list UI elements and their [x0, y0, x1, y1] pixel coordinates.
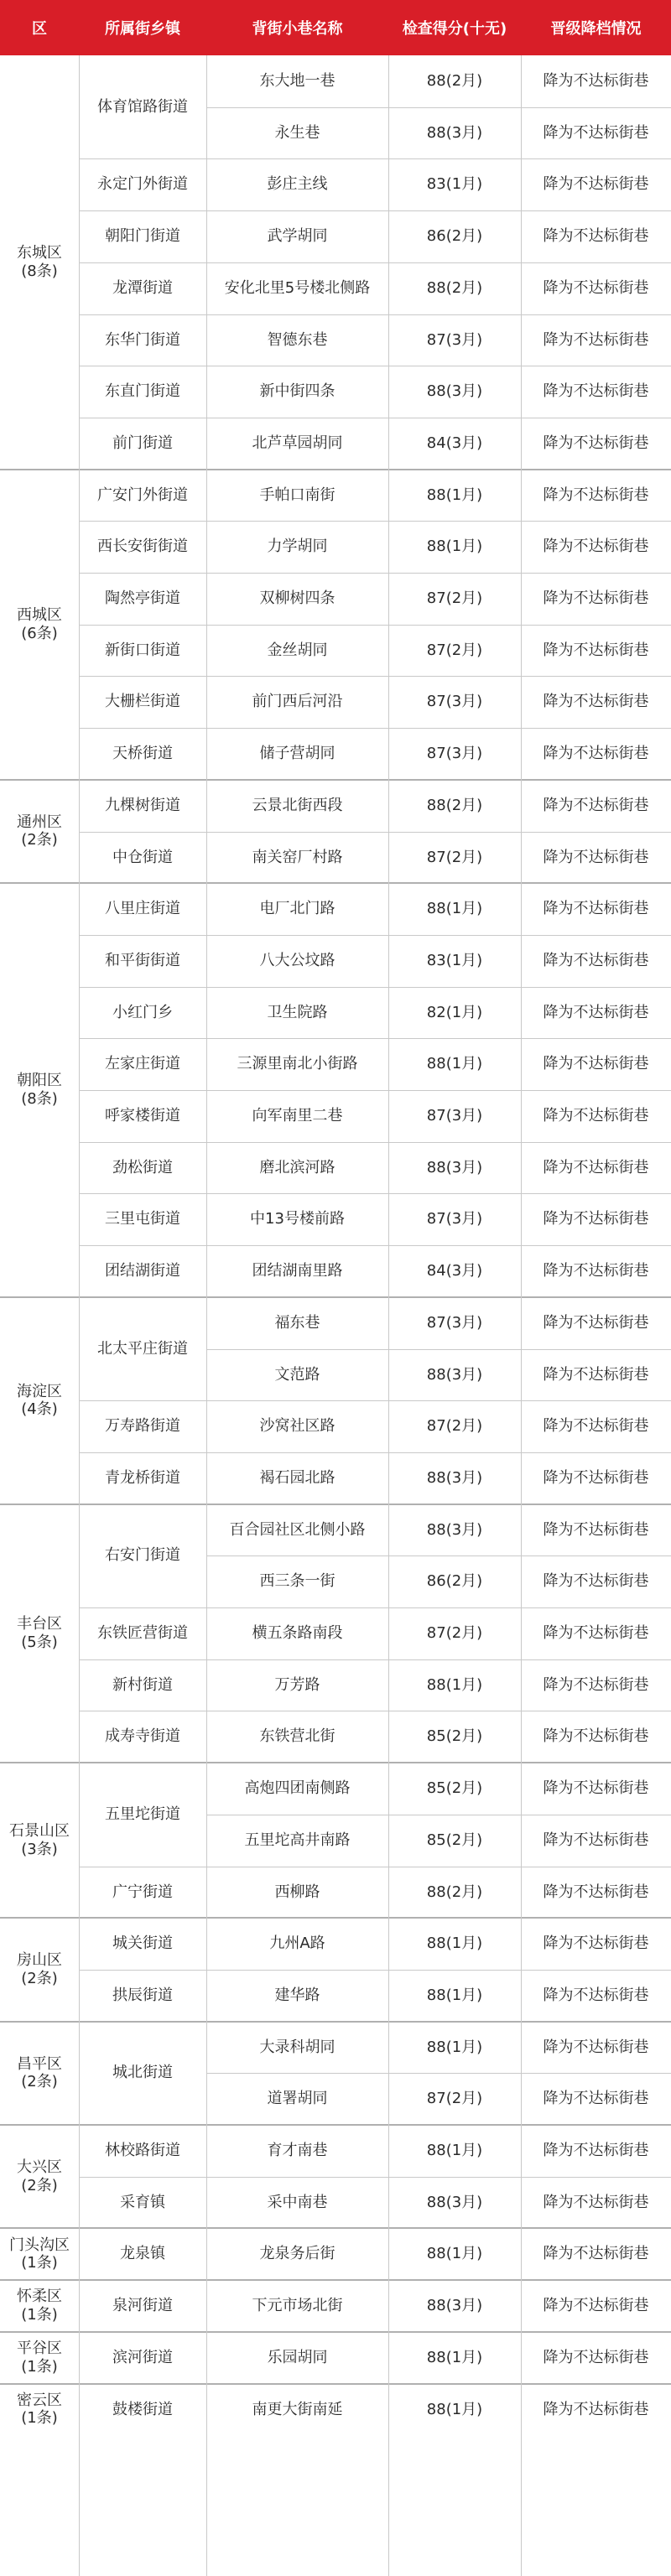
street-name: 永定门外街道	[97, 175, 188, 194]
score: 83(1月)	[426, 951, 483, 969]
street-name: 右安门街道	[105, 1546, 180, 1565]
status: 降为不达标街巷	[543, 2193, 649, 2211]
district-name: 门头沟区 (1条)	[9, 2236, 70, 2272]
header-cell: 检查得分(十无)	[388, 0, 521, 55]
score: 88(3月)	[426, 1468, 483, 1487]
lane-name: 下元市场北街	[252, 2297, 343, 2315]
street-name: 三里屯街道	[105, 1210, 180, 1228]
street-name: 新街口街道	[105, 641, 180, 659]
street-name: 和平街街道	[105, 951, 180, 969]
score: 88(1月)	[426, 1935, 483, 1953]
lane-name: 向军南里二巷	[252, 1107, 343, 1125]
street-name: 青龙桥街道	[105, 1468, 180, 1487]
lane-name: 力学胡同	[267, 538, 328, 556]
score: 88(1月)	[426, 2348, 483, 2366]
status: 降为不达标街巷	[543, 1468, 649, 1487]
street-name: 九棵树街道	[105, 796, 180, 814]
status: 降为不达标街巷	[543, 1986, 649, 2004]
lane-name: 西三条一街	[259, 1572, 336, 1591]
lane-name: 永生巷	[274, 123, 320, 142]
lane-name: 建华路	[274, 1986, 320, 2004]
status: 降为不达标街巷	[543, 1055, 649, 1073]
lane-name: 中13号楼前路	[250, 1210, 345, 1228]
score: 88(1月)	[426, 2245, 483, 2263]
score: 88(1月)	[426, 2142, 483, 2160]
district-name: 海淀区 (4条)	[17, 1382, 62, 1419]
status: 降为不达标街巷	[543, 330, 649, 349]
status: 降为不达标街巷	[543, 486, 649, 504]
lane-name: 文范路	[274, 1365, 320, 1384]
street-name: 东华门街道	[105, 330, 180, 349]
score: 88(2月)	[426, 278, 483, 297]
score: 88(1月)	[426, 486, 483, 504]
lane-name: 金丝胡同	[267, 641, 328, 659]
lane-name: 褐石园北路	[259, 1468, 336, 1487]
street-name: 呼家楼街道	[105, 1107, 180, 1125]
district-name: 大兴区 (2条)	[17, 2158, 62, 2194]
street-name: 滨河街道	[112, 2348, 173, 2366]
street-name: 团结湖街道	[105, 1262, 180, 1280]
lane-name: 八大公坟路	[259, 951, 336, 969]
street-name: 城北街道	[112, 2064, 173, 2082]
score: 88(3月)	[426, 1158, 483, 1176]
status: 降为不达标街巷	[543, 1262, 649, 1280]
lane-name: 储子营胡同	[259, 745, 336, 763]
column-divider	[206, 55, 207, 2576]
lane-name: 手帕口南街	[259, 486, 336, 504]
score: 87(2月)	[426, 589, 483, 608]
lane-name: 百合园社区北侧小路	[229, 1520, 366, 1539]
lane-name: 育才南巷	[267, 2142, 328, 2160]
column-divider	[521, 55, 522, 2576]
status: 降为不达标街巷	[543, 382, 649, 401]
district-name: 通州区 (2条)	[17, 813, 62, 849]
street-name: 龙泉镇	[120, 2245, 165, 2263]
lane-name: 福东巷	[274, 1313, 320, 1332]
status: 降为不达标街巷	[543, 434, 649, 452]
status: 降为不达标街巷	[543, 123, 649, 142]
score: 87(2月)	[426, 641, 483, 659]
score: 85(2月)	[426, 1779, 483, 1798]
score: 88(1月)	[426, 538, 483, 556]
status: 降为不达标街巷	[543, 1779, 649, 1798]
column-divider	[79, 55, 80, 2576]
status: 降为不达标街巷	[543, 641, 649, 659]
lane-name: 道署胡同	[267, 2090, 328, 2108]
district-name: 平谷区 (1条)	[17, 2340, 62, 2376]
lane-name: 南关窑厂村路	[252, 848, 343, 866]
lane-name: 五里坨高井南路	[244, 1831, 351, 1849]
district-name: 怀柔区 (1条)	[17, 2288, 62, 2324]
score: 87(3月)	[426, 745, 483, 763]
score: 88(1月)	[426, 1986, 483, 2004]
street-name: 东铁匠营街道	[97, 1624, 188, 1643]
lane-name: 高炮四团南侧路	[244, 1779, 351, 1798]
district-name: 东城区 (8条)	[17, 244, 62, 280]
lane-name: 东铁营北街	[259, 1727, 336, 1746]
street-name: 劲松街道	[112, 1158, 173, 1176]
status: 降为不达标街巷	[543, 227, 649, 246]
status: 降为不达标街巷	[543, 1003, 649, 1021]
street-name: 北太平庄街道	[97, 1339, 188, 1358]
lane-name: 双柳树四条	[259, 589, 336, 608]
status: 降为不达标街巷	[543, 2038, 649, 2056]
status: 降为不达标街巷	[543, 1572, 649, 1591]
lane-name: 南更大街南延	[252, 2400, 343, 2418]
street-name: 广安门外街道	[97, 486, 188, 504]
lane-name: 安化北里5号楼北侧路	[224, 278, 371, 297]
lane-name: 九州A路	[269, 1935, 325, 1953]
lane-name: 横五条路南段	[252, 1624, 343, 1643]
street-name: 万寿路街道	[105, 1417, 180, 1436]
status: 降为不达标街巷	[543, 175, 649, 194]
score: 83(1月)	[426, 175, 483, 194]
status: 降为不达标街巷	[543, 538, 649, 556]
score: 86(2月)	[426, 1572, 483, 1591]
street-name: 新村街道	[112, 1675, 173, 1694]
score: 87(2月)	[426, 2090, 483, 2108]
status: 降为不达标街巷	[543, 1365, 649, 1384]
lane-name: 龙泉务后街	[259, 2245, 336, 2263]
score: 87(3月)	[426, 1107, 483, 1125]
score: 88(1月)	[426, 1055, 483, 1073]
status: 降为不达标街巷	[543, 1417, 649, 1436]
lane-name: 万芳路	[274, 1675, 320, 1694]
score: 88(1月)	[426, 2038, 483, 2056]
status: 降为不达标街巷	[543, 796, 649, 814]
street-name: 左家庄街道	[105, 1055, 180, 1073]
district-name: 丰台区 (5条)	[17, 1615, 62, 1651]
column-divider	[388, 55, 389, 2576]
lane-name: 武学胡同	[267, 227, 328, 246]
score: 88(3月)	[426, 2193, 483, 2211]
status: 降为不达标街巷	[543, 1624, 649, 1643]
lane-name: 磨北滨河路	[259, 1158, 336, 1176]
status: 降为不达标街巷	[543, 278, 649, 297]
street-name: 成寿寺街道	[105, 1727, 180, 1746]
score: 88(2月)	[426, 796, 483, 814]
status: 降为不达标街巷	[543, 1883, 649, 1901]
street-name: 龙潭街道	[112, 278, 173, 297]
status: 降为不达标街巷	[543, 1675, 649, 1694]
lane-name: 采中南巷	[267, 2193, 328, 2211]
street-name: 五里坨街道	[105, 1805, 180, 1823]
score: 88(3月)	[426, 2297, 483, 2315]
status: 降为不达标街巷	[543, 848, 649, 866]
status: 降为不达标街巷	[543, 2142, 649, 2160]
score: 88(3月)	[426, 1520, 483, 1539]
lane-name: 西柳路	[274, 1883, 320, 1901]
status: 降为不达标街巷	[543, 1313, 649, 1332]
lane-name: 东大地一巷	[259, 72, 336, 91]
status: 降为不达标街巷	[543, 1158, 649, 1176]
status: 降为不达标街巷	[543, 1520, 649, 1539]
lane-name: 乐园胡同	[267, 2348, 328, 2366]
score: 88(1月)	[426, 900, 483, 918]
score: 88(3月)	[426, 123, 483, 142]
street-name: 鼓楼街道	[112, 2400, 173, 2418]
status: 降为不达标街巷	[543, 1210, 649, 1228]
street-name: 拱辰街道	[112, 1986, 173, 2004]
score: 82(1月)	[426, 1003, 483, 1021]
lane-name: 新中街四条	[259, 382, 336, 401]
header-cell: 所属街乡镇	[79, 0, 206, 55]
street-name: 城关街道	[112, 1935, 173, 1953]
header-cell: 背街小巷名称	[206, 0, 388, 55]
street-name: 天桥街道	[112, 745, 173, 763]
score: 87(2月)	[426, 1417, 483, 1436]
district-name: 昌平区 (2条)	[17, 2054, 62, 2091]
score: 88(2月)	[426, 1883, 483, 1901]
header-cell: 晋级降档情况	[521, 0, 671, 55]
lane-name: 智德东巷	[267, 330, 328, 349]
street-name: 泉河街道	[112, 2297, 173, 2315]
status: 降为不达标街巷	[543, 1107, 649, 1125]
score: 87(2月)	[426, 1624, 483, 1643]
street-name: 大栅栏街道	[105, 693, 180, 711]
score: 88(3月)	[426, 382, 483, 401]
district-name: 石景山区 (3条)	[9, 1822, 70, 1858]
status: 降为不达标街巷	[543, 2297, 649, 2315]
district-name: 西城区 (6条)	[17, 606, 62, 642]
street-name: 林校路街道	[105, 2142, 180, 2160]
street-name: 前门街道	[112, 434, 173, 452]
district-name: 朝阳区 (8条)	[17, 1072, 62, 1108]
lane-name: 三源里南北小街路	[237, 1055, 358, 1073]
score: 87(3月)	[426, 1313, 483, 1332]
lane-name: 卫生院路	[267, 1003, 328, 1021]
status: 降为不达标街巷	[543, 693, 649, 711]
status: 降为不达标街巷	[543, 951, 649, 969]
street-name: 西长安街街道	[97, 538, 188, 556]
lane-name: 团结湖南里路	[252, 1262, 343, 1280]
status: 降为不达标街巷	[543, 900, 649, 918]
district-name: 房山区 (2条)	[17, 1951, 62, 1987]
district-name: 密云区 (1条)	[17, 2391, 62, 2428]
status: 降为不达标街巷	[543, 1935, 649, 1953]
status: 降为不达标街巷	[543, 1831, 649, 1849]
status: 降为不达标街巷	[543, 72, 649, 91]
score: 84(3月)	[426, 1262, 483, 1280]
status: 降为不达标街巷	[543, 2400, 649, 2418]
status: 降为不达标街巷	[543, 1727, 649, 1746]
street-name: 中仓街道	[112, 848, 173, 866]
lane-name: 前门西后河沿	[252, 693, 343, 711]
score: 88(3月)	[426, 1365, 483, 1384]
score: 87(3月)	[426, 1210, 483, 1228]
street-name: 体育馆路街道	[97, 97, 188, 116]
street-name: 八里庄街道	[105, 900, 180, 918]
score: 85(2月)	[426, 1831, 483, 1849]
status: 降为不达标街巷	[543, 2245, 649, 2263]
score: 87(2月)	[426, 848, 483, 866]
status: 降为不达标街巷	[543, 745, 649, 763]
score: 88(1月)	[426, 2400, 483, 2418]
lane-name: 云景北街西段	[252, 796, 343, 814]
status: 降为不达标街巷	[543, 2348, 649, 2366]
score: 86(2月)	[426, 227, 483, 246]
lane-name: 沙窝社区路	[259, 1417, 336, 1436]
score: 84(3月)	[426, 434, 483, 452]
score: 88(1月)	[426, 1675, 483, 1694]
header-cell: 区	[0, 0, 79, 55]
street-name: 朝阳门街道	[105, 227, 180, 246]
street-name: 广宁街道	[112, 1883, 173, 1901]
street-name: 东直门街道	[105, 382, 180, 401]
score: 87(3月)	[426, 693, 483, 711]
score: 85(2月)	[426, 1727, 483, 1746]
status: 降为不达标街巷	[543, 589, 649, 608]
street-name: 小红门乡	[112, 1003, 173, 1021]
lane-name: 彭庄主线	[267, 175, 328, 194]
street-name: 陶然亭街道	[105, 589, 180, 608]
score: 88(2月)	[426, 72, 483, 91]
street-name: 采育镇	[120, 2193, 165, 2211]
lane-name: 北芦草园胡同	[252, 434, 343, 452]
score: 87(3月)	[426, 330, 483, 349]
lane-name: 大录科胡同	[259, 2038, 336, 2056]
lane-name: 电厂北门路	[259, 900, 336, 918]
status: 降为不达标街巷	[543, 2090, 649, 2108]
